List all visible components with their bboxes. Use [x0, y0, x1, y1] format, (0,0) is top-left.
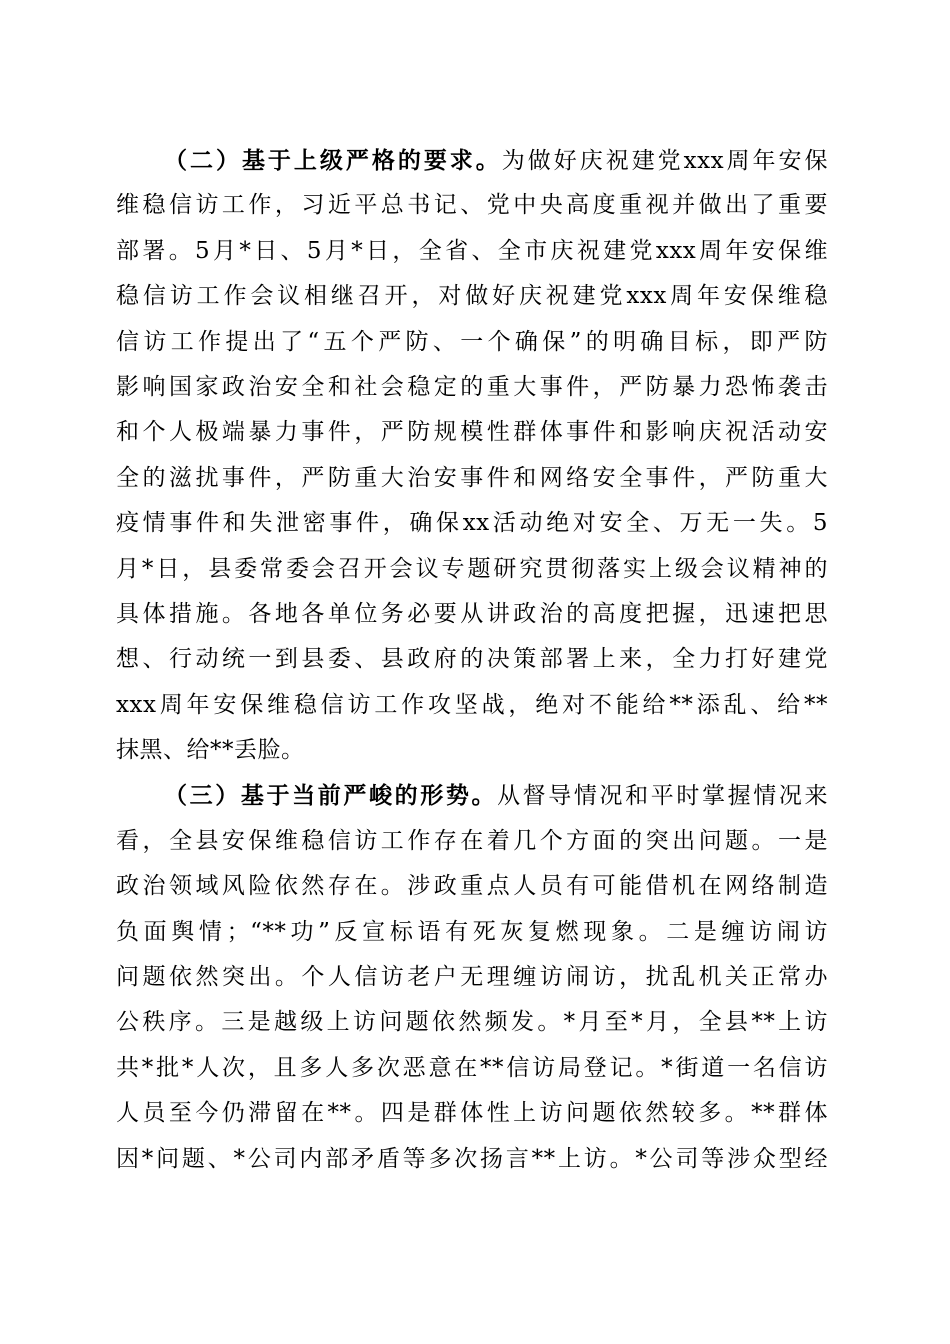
paragraph-line: 信访工作提出了“五个严防、一个确保”的明确目标，即严防 [116, 328, 828, 355]
paragraph-line: 维稳信访工作，习近平总书记、党中央高度重视并做出了重要 [116, 192, 828, 219]
paragraph-line: 稳信访工作会议相继召开，对做好庆祝建党xxx周年安保维稳 [116, 283, 828, 310]
paragraph-line: 因*问题、*公司内部矛盾等多次扬言**上访。*公司等涉众型经 [116, 1145, 828, 1172]
paragraph-line: 政治领域风险依然存在。涉政重点人员有可能借机在网络制造 [116, 873, 828, 900]
section-heading: （二）基于上级严格的要求。 [164, 147, 502, 174]
paragraph-text: 从督导情况和平时掌握情况来 [497, 783, 829, 810]
section-heading: （三）基于当前严峻的形势。 [164, 782, 498, 810]
paragraph-first-line [116, 138, 828, 183]
paragraph-line: xxx周年安保维稳信访工作攻坚战，绝对不能给**添乱、给** [116, 691, 828, 718]
paragraph-line: 抹黑、给**丢脸。 [116, 737, 305, 764]
paragraph-line: 人员至今仍滞留在**。四是群体性上访问题依然较多。**群体 [116, 1100, 828, 1127]
paragraph-line: 问题依然突出。个人信访老户无理缠访闹访，扰乱机关正常办 [116, 964, 828, 991]
paragraph-line: 公秩序。三是越级上访问题依然频发。*月至*月，全县**上访 [116, 1009, 828, 1036]
paragraph-line: 共*批*人次，且多人多次恶意在**信访局登记。*街道一名信访 [116, 1054, 828, 1081]
paragraph-line: 想、行动统一到县委、县政府的决策部署上来，全力打好建党 [116, 646, 828, 673]
paragraph-first-line [116, 773, 828, 818]
paragraph-line: 和个人极端暴力事件，严防规模性群体事件和影响庆祝活动安 [116, 419, 828, 446]
paragraph-line: 负面舆情；“**功”反宣标语有死灰复燃现象。二是缠访闹访 [116, 918, 828, 945]
paragraph-line: 全的滋扰事件，严防重大治安事件和网络安全事件，严防重大 [116, 464, 828, 491]
paragraph-line: 月*日，县委常委会召开会议专题研究贯彻落实上级会议精神的 [116, 555, 828, 582]
paragraph-line: 影响国家政治安全和社会稳定的重大事件，严防暴力恐怖袭击 [116, 373, 828, 400]
paragraph-2 [116, 138, 828, 773]
paragraph-3 [116, 773, 828, 1182]
paragraph-line: 疫情事件和失泄密事件，确保xx活动绝对安全、万无一失。5 [116, 510, 828, 537]
paragraph-text: 为做好庆祝建党xxx周年安保 [501, 148, 829, 174]
paragraph-line: 看，全县安保维稳信访工作存在着几个方面的突出问题。一是 [116, 827, 828, 854]
paragraph-line: 部署。5月*日、5月*日，全省、全市庆祝建党xxx周年安保维 [116, 237, 828, 264]
paragraph-line: 具体措施。各地各单位务必要从讲政治的高度把握，迅速把思 [116, 600, 828, 627]
document-page [116, 138, 828, 1182]
